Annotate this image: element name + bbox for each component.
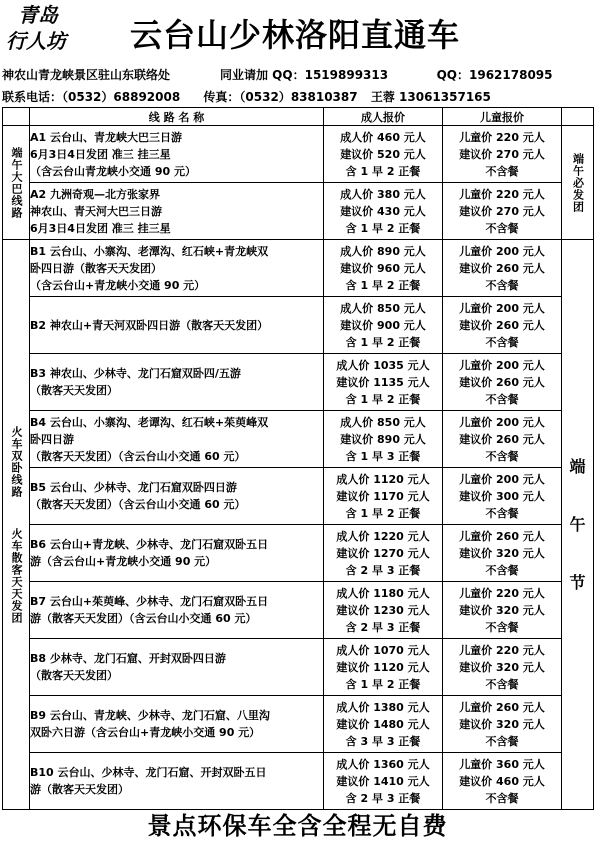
adult-price-line: 建议价 430 元人 bbox=[340, 204, 426, 218]
child-price-cell bbox=[443, 354, 562, 411]
adult-price-line: 建议价 960 元人 bbox=[340, 261, 426, 275]
category-bus bbox=[3, 126, 30, 240]
child-price-cell bbox=[443, 297, 562, 354]
adult-price-line: 成人价 460 元人 bbox=[340, 130, 426, 144]
side-note-char: 节 bbox=[569, 572, 586, 592]
route-line: （散客天天发团） bbox=[30, 384, 118, 397]
adult-price-line: 含 1 早 2 正餐 bbox=[345, 278, 421, 292]
qq2-label: QQ： bbox=[436, 68, 469, 82]
route-line: B7 云台山+茱萸峰、少林寺、龙门石窟双卧五日 bbox=[30, 595, 269, 608]
adult-price-cell bbox=[324, 354, 443, 411]
child-price-line: 建议价 260 元人 bbox=[459, 318, 545, 332]
route-line: B2 神农山+青天河双卧四日游（散客天天发团） bbox=[30, 318, 269, 332]
child-price-line: 不含餐 bbox=[485, 620, 519, 634]
route-cell bbox=[30, 753, 324, 810]
adult-price-cell bbox=[324, 753, 443, 810]
fax-label: 传真：（0532） bbox=[203, 90, 291, 104]
route-line: B8 少林寺、龙门石窟、开封双卧四日游 bbox=[30, 652, 226, 665]
adult-price-cell bbox=[324, 582, 443, 639]
info-line-1 bbox=[2, 66, 592, 83]
route-line: B3 神农山、少林寺、龙门石窟双卧四/五游 bbox=[30, 367, 241, 380]
price-table bbox=[2, 107, 594, 810]
side-note-bus bbox=[562, 126, 594, 240]
child-price-cell bbox=[443, 411, 562, 468]
child-price-line: 儿童价 200 元人 bbox=[459, 415, 545, 429]
adult-price-line: 成人价 1120 元人 bbox=[336, 472, 430, 486]
header-child: 儿童报价 bbox=[443, 108, 562, 126]
route-line: 双卧六日游（含云台山+青龙峡小交通 90 元） bbox=[30, 726, 261, 739]
adult-price-line: 建议价 1135 元人 bbox=[336, 375, 430, 389]
route-line: B10 云台山、少林寺、龙门石窟、开封双卧五日 bbox=[30, 766, 267, 779]
phone: 68892008 bbox=[113, 90, 181, 104]
child-price-cell bbox=[443, 753, 562, 810]
adult-price-line: 含 1 早 2 正餐 bbox=[345, 392, 421, 406]
child-price-cell bbox=[443, 468, 562, 525]
child-price-line: 不含餐 bbox=[485, 278, 519, 292]
child-price-line: 儿童价 200 元人 bbox=[459, 472, 545, 486]
logo-line1: 青岛 bbox=[18, 3, 58, 27]
fax: 83810387 bbox=[290, 90, 358, 104]
adult-price-line: 成人价 1360 元人 bbox=[336, 757, 430, 771]
table-header-row bbox=[3, 108, 594, 126]
table-row bbox=[3, 411, 594, 468]
adult-price-line: 含 1 早 2 正餐 bbox=[345, 506, 421, 520]
route-line: 6月3日4日发团 准三 挂三星 bbox=[30, 221, 171, 235]
child-price-line: 建议价 270 元人 bbox=[459, 147, 545, 161]
child-price-line: 儿童价 360 元人 bbox=[459, 757, 545, 771]
route-cell bbox=[30, 126, 324, 183]
route-line: （散客天天发团） bbox=[30, 669, 118, 682]
category-train-label: 火车双卧线路 bbox=[10, 425, 23, 498]
adult-price-line: 成人价 1035 元人 bbox=[336, 358, 430, 372]
child-price-cell bbox=[443, 696, 562, 753]
adult-price-line: 含 1 早 2 正餐 bbox=[345, 677, 421, 691]
info-line-2 bbox=[2, 88, 592, 105]
child-price-line: 不含餐 bbox=[485, 563, 519, 577]
adult-price-line: 含 2 早 3 正餐 bbox=[345, 620, 421, 634]
header-side bbox=[562, 108, 594, 126]
child-price-line: 建议价 460 元人 bbox=[459, 774, 545, 788]
route-line: 6月3日4日发团 准三 挂三星 bbox=[30, 147, 171, 161]
child-price-line: 建议价 300 元人 bbox=[459, 489, 545, 503]
route-cell bbox=[30, 354, 324, 411]
child-price-line: 儿童价 200 元人 bbox=[459, 244, 545, 258]
side-note-bus-label: 端午必发团 bbox=[571, 152, 585, 213]
adult-price-cell bbox=[324, 126, 443, 183]
child-price-line: 儿童价 220 元人 bbox=[459, 643, 545, 657]
route-line: A1 云台山、青龙峡大巴三日游 bbox=[30, 130, 182, 144]
address: 神农山青龙峡景区驻山东联络处 bbox=[2, 68, 171, 82]
contact-label: 王蓉 bbox=[370, 90, 395, 104]
child-price-line: 建议价 320 元人 bbox=[459, 546, 545, 560]
child-price-line: 不含餐 bbox=[485, 335, 519, 349]
adult-price-line: 含 3 早 3 正餐 bbox=[345, 734, 421, 748]
page-title: 云台山少林洛阳直通车 bbox=[130, 16, 461, 54]
peer-label: 同业请加 QQ： bbox=[220, 68, 305, 82]
route-cell bbox=[30, 525, 324, 582]
child-price-line: 不含餐 bbox=[485, 392, 519, 406]
child-price-line: 建议价 260 元人 bbox=[459, 375, 545, 389]
child-price-line: 不含餐 bbox=[485, 734, 519, 748]
adult-price-line: 成人价 380 元人 bbox=[340, 187, 426, 201]
child-price-line: 儿童价 200 元人 bbox=[459, 358, 545, 372]
side-note-char: 午 bbox=[569, 514, 586, 534]
child-price-line: 建议价 320 元人 bbox=[459, 660, 545, 674]
adult-price-line: 成人价 890 元人 bbox=[340, 244, 426, 258]
child-price-line: 不含餐 bbox=[485, 506, 519, 520]
adult-price-cell bbox=[324, 240, 443, 297]
route-line: 游（散客天天发团）（含云台山小交通 60 元） bbox=[30, 612, 257, 625]
child-price-line: 建议价 320 元人 bbox=[459, 603, 545, 617]
adult-price-line: 建议价 900 元人 bbox=[340, 318, 426, 332]
table-row bbox=[3, 354, 594, 411]
route-line: （含云台山+青龙峡小交通 90 元） bbox=[30, 278, 206, 292]
route-line: 游（含云台山+青龙峡小交通 90 元） bbox=[30, 555, 217, 568]
table-row bbox=[3, 297, 594, 354]
adult-price-line: 建议价 1170 元人 bbox=[336, 489, 430, 503]
table-row bbox=[3, 468, 594, 525]
logo bbox=[6, 2, 104, 58]
header bbox=[0, 0, 595, 62]
route-line: A2 九洲奇观—北方张家界 bbox=[30, 187, 160, 201]
child-price-line: 不含餐 bbox=[485, 791, 519, 805]
adult-price-line: 建议价 890 元人 bbox=[340, 432, 426, 446]
route-line: 卧四日游（散客天天发团） bbox=[30, 261, 162, 275]
adult-price-line: 建议价 1410 元人 bbox=[336, 774, 430, 788]
table-row bbox=[3, 126, 594, 183]
adult-price-line: 含 2 早 3 正餐 bbox=[345, 791, 421, 805]
category-bus-label: 端午大巴线路 bbox=[10, 146, 23, 219]
adult-price-line: 成人价 850 元人 bbox=[340, 301, 426, 315]
child-price-cell bbox=[443, 240, 562, 297]
route-cell bbox=[30, 582, 324, 639]
adult-price-line: 成人价 1070 元人 bbox=[336, 643, 430, 657]
route-cell bbox=[30, 639, 324, 696]
adult-price-cell bbox=[324, 411, 443, 468]
adult-price-cell bbox=[324, 696, 443, 753]
header-cat bbox=[3, 108, 30, 126]
header-adult: 成人报价 bbox=[324, 108, 443, 126]
child-price-line: 儿童价 220 元人 bbox=[459, 187, 545, 201]
adult-price-line: 建议价 1120 元人 bbox=[336, 660, 430, 674]
route-line: （散客天天发团）（含云台山小交通 60 元） bbox=[30, 498, 246, 511]
child-price-line: 不含餐 bbox=[485, 221, 519, 235]
adult-price-line: 含 1 早 3 正餐 bbox=[345, 449, 421, 463]
adult-price-line: 含 2 早 3 正餐 bbox=[345, 563, 421, 577]
route-line: 游（散客天天发团） bbox=[30, 783, 129, 796]
adult-price-cell bbox=[324, 468, 443, 525]
route-cell bbox=[30, 411, 324, 468]
child-price-cell bbox=[443, 126, 562, 183]
child-price-line: 不含餐 bbox=[485, 449, 519, 463]
adult-price-line: 成人价 1380 元人 bbox=[336, 700, 430, 714]
route-cell bbox=[30, 297, 324, 354]
route-line: B9 云台山、青龙峡、少林寺、龙门石窟、八里沟 bbox=[30, 709, 270, 722]
adult-price-line: 成人价 1180 元人 bbox=[336, 586, 430, 600]
route-line: 神农山、青天河大巴三日游 bbox=[30, 204, 162, 218]
adult-price-line: 建议价 520 元人 bbox=[340, 147, 426, 161]
child-price-line: 建议价 270 元人 bbox=[459, 204, 545, 218]
adult-price-cell bbox=[324, 639, 443, 696]
route-line: （含云台山青龙峡小交通 90 元） bbox=[30, 164, 196, 178]
route-cell bbox=[30, 240, 324, 297]
child-price-cell bbox=[443, 639, 562, 696]
child-price-line: 儿童价 260 元人 bbox=[459, 700, 545, 714]
logo-line2: 行人坊 bbox=[6, 29, 66, 53]
adult-price-line: 建议价 1270 元人 bbox=[336, 546, 430, 560]
child-price-line: 儿童价 220 元人 bbox=[459, 130, 545, 144]
qq2: 1962178095 bbox=[469, 68, 553, 82]
child-price-cell bbox=[443, 582, 562, 639]
table-row bbox=[3, 582, 594, 639]
table-row bbox=[3, 525, 594, 582]
route-cell bbox=[30, 696, 324, 753]
table-row bbox=[3, 696, 594, 753]
adult-price-line: 含 1 早 2 正餐 bbox=[345, 335, 421, 349]
footer-slogan: 景点环保车全含全程无自费 bbox=[147, 812, 448, 840]
route-line: B5 云台山、少林寺、龙门石窟双卧四日游 bbox=[30, 481, 237, 494]
route-line: （散客天天发团）（含云台山小交通 60 元） bbox=[30, 449, 246, 463]
adult-price-cell bbox=[324, 297, 443, 354]
adult-price-line: 建议价 1230 元人 bbox=[336, 603, 430, 617]
table-row bbox=[3, 183, 594, 240]
child-price-line: 不含餐 bbox=[485, 677, 519, 691]
side-note-char: 端 bbox=[569, 456, 586, 476]
table-row bbox=[3, 240, 594, 297]
phone-label: 联系电话：（0532） bbox=[2, 90, 114, 104]
category-train bbox=[3, 240, 30, 810]
route-line: 卧四日游 bbox=[30, 432, 74, 446]
header-route: 线 路 名 称 bbox=[30, 108, 324, 126]
adult-price-line: 建议价 1480 元人 bbox=[336, 717, 430, 731]
contact-phone: 13061357165 bbox=[399, 90, 491, 104]
child-price-line: 儿童价 260 元人 bbox=[459, 529, 545, 543]
route-line: B4 云台山、小寨沟、老谭沟、红石峡+茱萸峰双 bbox=[30, 415, 269, 429]
child-price-line: 建议价 320 元人 bbox=[459, 717, 545, 731]
route-line: B6 云台山+青龙峡、少林寺、龙门石窟双卧五日 bbox=[30, 538, 269, 551]
child-price-line: 不含餐 bbox=[485, 164, 519, 178]
child-price-line: 儿童价 220 元人 bbox=[459, 586, 545, 600]
adult-price-line: 含 1 早 2 正餐 bbox=[345, 221, 421, 235]
child-price-line: 建议价 260 元人 bbox=[459, 261, 545, 275]
side-note-festival bbox=[562, 240, 594, 810]
child-price-cell bbox=[443, 183, 562, 240]
adult-price-line: 成人价 850 元人 bbox=[340, 415, 426, 429]
child-price-cell bbox=[443, 525, 562, 582]
adult-price-cell bbox=[324, 183, 443, 240]
child-price-line: 建议价 260 元人 bbox=[459, 432, 545, 446]
route-line: B1 云台山、小寨沟、老潭沟、红石峡+青龙峡双 bbox=[30, 244, 269, 258]
category-daily-label: 火车散客天天发团 bbox=[10, 527, 23, 624]
adult-price-line: 含 1 早 2 正餐 bbox=[345, 164, 421, 178]
table-row bbox=[3, 753, 594, 810]
child-price-line: 儿童价 200 元人 bbox=[459, 301, 545, 315]
route-cell bbox=[30, 183, 324, 240]
qq1: 1519899313 bbox=[304, 68, 389, 82]
route-cell bbox=[30, 468, 324, 525]
table-row bbox=[3, 639, 594, 696]
adult-price-line: 成人价 1220 元人 bbox=[336, 529, 430, 543]
adult-price-cell bbox=[324, 525, 443, 582]
